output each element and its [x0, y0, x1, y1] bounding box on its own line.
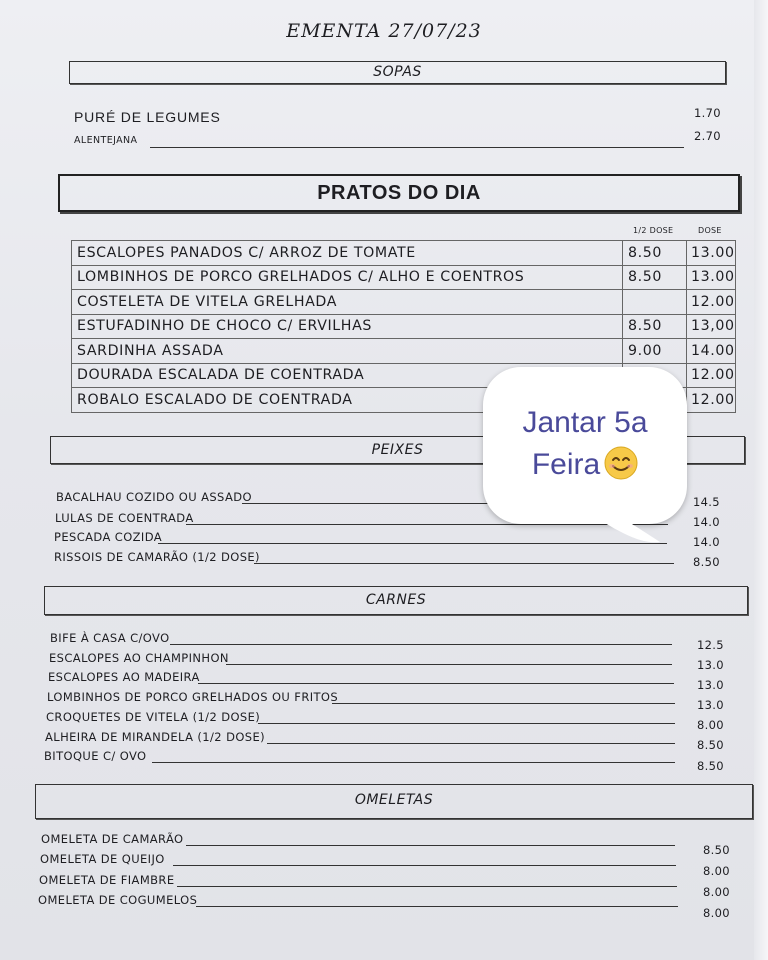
dish-half-price: 8.50 — [623, 265, 687, 290]
item-price: 13.0 — [697, 678, 724, 692]
section-header-peixes: PEIXES — [50, 436, 745, 464]
item-name: OMELETA DE COGUMELOS — [38, 893, 198, 907]
menu-title: EMENTA 27/07/23 — [286, 20, 482, 42]
dish-full-price: 12.00 — [687, 290, 736, 315]
item-name: OMELETA DE FIAMBRE — [39, 873, 175, 887]
leader-line — [226, 664, 672, 665]
leader-line — [267, 743, 675, 744]
bubble-line-2-text: Feira — [531, 448, 601, 481]
list-item — [54, 550, 674, 568]
bubble-text — [483, 402, 687, 486]
item-name: BIFE À CASA C/OVO — [50, 631, 170, 645]
list-item — [44, 749, 675, 767]
item-name: PESCADA COZIDA — [54, 530, 163, 544]
dish-full-price: 13.00 — [687, 241, 736, 266]
speech-bubble-tail — [604, 506, 660, 546]
leader-line — [254, 563, 674, 564]
item-price: 8.00 — [703, 885, 730, 899]
item-name: RISSOIS DE CAMARÃO (1/2 DOSE) — [54, 550, 260, 564]
dish-name: SARDINHA ASSADA — [72, 339, 623, 364]
dish-full-price: 13.00 — [687, 265, 736, 290]
list-item — [38, 893, 678, 911]
dish-name: COSTELETA DE VITELA GRELHADA — [72, 290, 623, 315]
item-name: LOMBINHOS DE PORCO GRELHADOS OU FRITOS — [47, 690, 339, 704]
item-price: 8.00 — [703, 864, 730, 878]
soup-price-alentejana: 2.70 — [694, 129, 721, 143]
item-price: 8.00 — [703, 906, 730, 920]
item-name: ESCALOPES AO CHAMPINHON — [49, 651, 229, 665]
leader-line — [332, 703, 675, 704]
item-name: ESCALOPES AO MADEIRA — [48, 670, 200, 684]
leader-line — [170, 644, 672, 645]
col-header-dose: DOSE — [698, 226, 722, 235]
item-price: 8.50 — [697, 759, 724, 773]
leader-line — [186, 524, 668, 525]
section-header-carnes: CARNES — [44, 586, 748, 615]
soup-row-alentejana — [74, 134, 684, 152]
item-name: BACALHAU COZIDO OU ASSADO — [56, 490, 252, 504]
bubble-line-2 — [483, 444, 687, 486]
paper-edge — [754, 0, 768, 960]
item-price: 8.50 — [703, 843, 730, 857]
item-price: 13.0 — [697, 698, 724, 712]
item-price: 8.00 — [697, 718, 724, 732]
leader-line — [258, 723, 675, 724]
leader-line — [186, 845, 675, 846]
list-item — [40, 852, 676, 870]
item-name: OMELETA DE QUEIJO — [40, 852, 165, 866]
soup-price-pure: 1.70 — [694, 106, 721, 120]
list-item — [45, 730, 675, 748]
list-item — [50, 631, 672, 649]
item-price: 14.0 — [693, 535, 720, 549]
leader-line — [152, 762, 675, 763]
item-name: BITOQUE C/ OVO — [44, 749, 147, 763]
item-price: 12.5 — [697, 638, 724, 652]
leader-line — [150, 147, 684, 148]
list-item — [48, 670, 674, 688]
dish-full-price: 14.00 — [687, 339, 736, 364]
dish-name: ESCALOPES PANADOS C/ ARROZ DE TOMATE — [72, 241, 623, 266]
leader-line — [177, 886, 677, 887]
dish-name: ROBALO ESCALADO DE COENTRADA — [72, 388, 623, 413]
dish-half-price: 9.00 — [623, 339, 687, 364]
soup-name-pure: PURÉ DE LEGUMES — [74, 109, 221, 125]
item-price: 14.5 — [693, 495, 720, 509]
dish-name: ESTUFADINHO DE CHOCO C/ ERVILHAS — [72, 314, 623, 339]
section-header-sopas: SOPAS — [69, 61, 726, 84]
bubble-line-1: Jantar 5a — [522, 406, 648, 439]
dish-name: DOURADA ESCALADA DE COENTRADA — [72, 363, 623, 388]
table-row — [72, 314, 736, 339]
item-price: 13.0 — [697, 658, 724, 672]
leader-line — [158, 543, 667, 544]
item-price: 8.50 — [693, 555, 720, 569]
list-item — [49, 651, 672, 669]
dish-half-price — [623, 290, 687, 315]
section-header-pratos: PRATOS DO DIA — [58, 174, 740, 212]
item-price: 8.50 — [697, 738, 724, 752]
leader-line — [173, 865, 676, 866]
section-header-omeletas: OMELETAS — [35, 784, 753, 819]
table-row — [72, 290, 736, 315]
dish-full-price: 12.00 — [687, 363, 736, 388]
smiling-face-icon — [604, 446, 638, 480]
table-row — [72, 265, 736, 290]
dish-half-price: 8.50 — [623, 241, 687, 266]
item-price: 14.0 — [693, 515, 720, 529]
list-item — [46, 710, 675, 728]
item-name: ALHEIRA DE MIRANDELA (1/2 DOSE) — [45, 730, 266, 744]
item-name: OMELETA DE CAMARÃO — [41, 832, 184, 846]
item-name: LULAS DE COENTRADA — [55, 511, 194, 525]
dish-full-price: 13,00 — [687, 314, 736, 339]
table-row — [72, 241, 736, 266]
leader-line — [198, 683, 674, 684]
table-row — [72, 339, 736, 364]
list-item — [54, 530, 667, 548]
list-item — [41, 832, 675, 850]
dish-name: LOMBINHOS DE PORCO GRELHADOS C/ ALHO E COENTROS — [72, 265, 623, 290]
soup-name-alentejana: ALENTEJANA — [74, 135, 138, 146]
leader-line — [196, 906, 678, 907]
list-item — [39, 873, 677, 891]
dish-half-price: 8.50 — [623, 314, 687, 339]
dish-full-price: 12.00 — [687, 388, 736, 413]
list-item — [47, 690, 675, 708]
item-name: CROQUETES DE VITELA (1/2 DOSE) — [46, 710, 261, 724]
col-header-half-dose: 1/2 DOSE — [633, 226, 674, 235]
